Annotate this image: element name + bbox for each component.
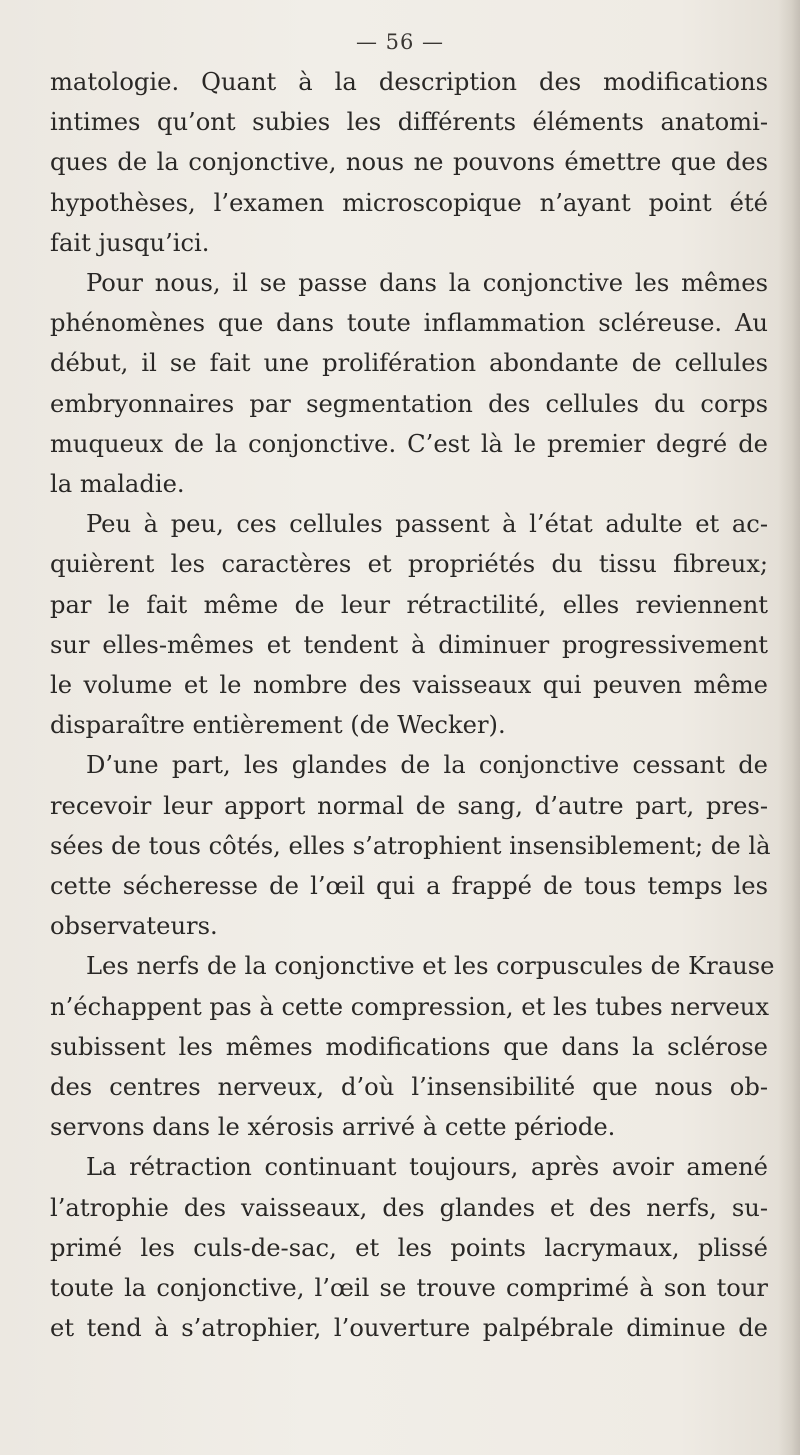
text-line: intimes qu’ont subies les différents éléments anatomi- [50,108,768,137]
text-line: et tend à s’atrophier, l’ouverture palpébrale diminue de [50,1314,768,1343]
text-line: D’une part, les glandes de la conjonctive cessant de [86,751,768,780]
paragraph [50,263,768,504]
text-line: sur elles-mêmes et tendent à diminuer progressivement [50,630,768,659]
text-line: toute la conjonctive, l’œil se trouve comprimé à son tour [50,1274,768,1303]
text-line: recevoir leur apport normal de sang, d’autre part, pres- [50,791,768,820]
text-line: la maladie. [50,470,185,499]
text-line: n’échappent pas à cette compression, et les tubes nerveux [50,992,770,1021]
text-line: par le fait même de leur rétractilité, elles reviennent [50,590,768,619]
text-line: muqueux de la conjonctive. C’est là le premier degré de [50,429,768,458]
text-line: l’atrophie des vaisseaux, des glandes et des nerfs, su- [50,1193,768,1222]
text-line: cette sécheresse de l’œil qui a frappé de tous temps les [50,872,768,901]
text-line: phénomènes que dans toute inflammation scléreuse. Au [50,309,768,338]
page-body-text [50,62,775,1349]
paragraph [50,504,768,745]
text-line: Peu à peu, ces cellules passent à l’état adulte et ac- [86,510,768,539]
text-line: hypothèses, l’examen microscopique n’ayant point été [50,188,768,217]
text-line: ques de la conjonctive, nous ne pouvons émettre que des [50,148,768,177]
paragraph [50,1147,768,1348]
page-edge-shadow [778,0,800,1455]
text-line: Pour nous, il se passe dans la conjonctive les mêmes [86,269,768,298]
text-line: primé les culs-de-sac, et les points lacrymaux, plissé [50,1233,768,1262]
text-line: embryonnaires par segmentation des cellules du corps [50,389,768,418]
text-line: sées de tous côtés, elles s’atrophient insensiblement; de là [50,831,771,860]
text-line: des centres nerveux, d’où l’insensibilité que nous ob- [50,1073,768,1102]
paragraph [50,745,771,946]
text-line: matologie. Quant à la description des modifications [50,68,768,96]
text-line: le volume et le nombre des vaisseaux qui peuven même [50,671,768,700]
page-number: — 56 — [355,30,445,54]
text-line: fait jusqu’ici. [50,228,210,257]
text-line: observateurs. [50,912,218,941]
text-line: La rétraction continuant toujours, après avoir amené [86,1153,768,1182]
text-line: disparaître entièrement (de Wecker). [50,711,506,740]
text-line: servons dans le xérosis arrivé à cette période. [50,1113,616,1142]
text-line: subissent les mêmes modifications que dans la sclérose [50,1032,768,1061]
paragraph [50,62,768,263]
text-line: début, il se fait une prolifération abondante de cellules [50,349,768,378]
text-line: quièrent les caractères et propriétés du tissu fibreux; [50,550,768,579]
paragraph [50,946,775,1147]
text-line: Les nerfs de la conjonctive et les corpuscules de Krause [86,952,775,981]
